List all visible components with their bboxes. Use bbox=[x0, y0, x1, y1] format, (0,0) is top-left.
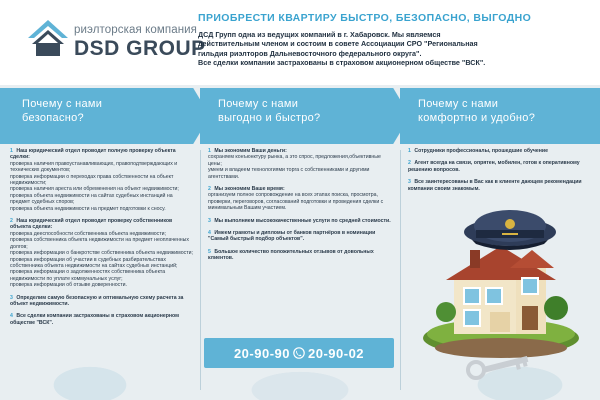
list-item bbox=[208, 230, 394, 243]
list-item bbox=[208, 186, 394, 212]
item-heading: Сотрудники профессионалы, прошедшие обучение bbox=[414, 148, 548, 154]
item-number: 2 bbox=[408, 160, 411, 167]
column-profit bbox=[208, 148, 394, 268]
column-divider bbox=[400, 150, 401, 390]
item-number: 2 bbox=[10, 218, 13, 225]
list-item bbox=[208, 148, 394, 180]
house-illustration-icon bbox=[406, 188, 596, 384]
item-sub: проверка информации о банкротстве собственника объекта недвижимости; bbox=[10, 250, 193, 257]
list-item bbox=[10, 218, 194, 288]
item-sub: проверка собственника объекта недвижимости на предмет неоплаченных долгов; bbox=[10, 237, 189, 250]
phone-number-1[interactable]: 20-90-90 bbox=[233, 345, 290, 361]
brand-name: DSD GROUP bbox=[74, 37, 206, 60]
intro-line: гильдия риэлторов Дальневосточного федерального округа". bbox=[198, 48, 422, 58]
list-item bbox=[408, 160, 594, 173]
item-sub: проверка наличия ареста или обременения на объект недвижимости; bbox=[10, 186, 179, 193]
item-number: 1 bbox=[408, 148, 411, 154]
list-item bbox=[208, 249, 394, 262]
item-heading: Все сделки компании застрахованы в страховом акционерном обществе "ВСК". bbox=[10, 313, 179, 326]
item-number: 3 bbox=[208, 217, 211, 224]
item-number: 3 bbox=[10, 294, 13, 301]
item-sub: сохраняем конъюнктуру рынка, а это спрос, предложения,объективные цены; bbox=[208, 154, 381, 167]
item-heading: Мы выполняем высококачественные услуги по средней стоимости. bbox=[214, 217, 391, 224]
column-divider bbox=[200, 150, 201, 390]
headline: ПРИОБРЕСТИ КВАРТИРУ БЫСТРО, БЕЗОПАСНО, ВЫГОДНО bbox=[198, 12, 532, 24]
tab-title-line: комфортно и удобно? bbox=[418, 112, 536, 124]
phone-number-2[interactable]: 20-90-02 bbox=[308, 345, 365, 361]
item-heading: Большое количество положительных отзывов от довольных клиентов. bbox=[208, 248, 374, 262]
phone-bar[interactable] bbox=[204, 338, 394, 368]
item-sub: организуем полное сопровождение на всех этапах поиска, просмотра, проверки, переговоров, согласований подготовки и проведения сделки с минимальным Вашим участием. bbox=[208, 192, 384, 212]
column-safety bbox=[10, 148, 194, 332]
intro-text bbox=[198, 30, 598, 68]
item-sub: умеем и владеем технологиями торга с собственниками и другими агентствами. bbox=[208, 167, 370, 180]
item-sub: проверка наличия правоустанавливающих, правоподтверждающих и технических документов; bbox=[10, 160, 178, 174]
item-number: 1 bbox=[208, 148, 211, 154]
tab-profit-title bbox=[218, 97, 320, 125]
list-item bbox=[408, 148, 594, 154]
intro-line: действительным членом и состоим в совете Ассоциации СРО "Региональная bbox=[198, 39, 478, 49]
tab-safety-title bbox=[22, 97, 102, 125]
intro-line: ДСД Групп одна из ведущих компаний в г. Хабаровск. Мы являемся bbox=[198, 30, 441, 39]
item-number: 5 bbox=[208, 248, 211, 255]
tab-title-line: Почему с нами bbox=[22, 98, 103, 110]
item-heading: Наш юридический отдел проводит проверку собственников объекта сделки: bbox=[10, 218, 173, 231]
item-sub: проверка информации об участии в судебных разбирательствах собственника объекта недвижимости на сайтах судебных инстанций; bbox=[10, 256, 178, 269]
intro-line: Все сделки компании застрахованы в страховом акционерном обществе "ВСК". bbox=[198, 58, 486, 68]
roof-logo-icon bbox=[26, 18, 70, 58]
item-heading: Агент всегда на связи, опрятен, мобилен, готов к оперативному решению вопросов. bbox=[408, 160, 580, 173]
item-number: 3 bbox=[408, 179, 411, 186]
item-number: 2 bbox=[208, 186, 211, 193]
list-item bbox=[10, 313, 194, 326]
list-item bbox=[10, 295, 194, 308]
item-sub: проверка информации о задолженностях собственника объекта недвижимости по уплате коммунальных услуг; bbox=[10, 269, 166, 282]
item-sub: проверка дееспособности собственника объекта недвижимости; bbox=[10, 230, 166, 237]
item-sub: проверка информации о переходах права собственности на объект недвижимости; bbox=[10, 173, 174, 187]
item-sub: проверка объекта недвижимости на сайтах судебных инстанций на предмет судебных споров; bbox=[10, 192, 173, 206]
tab-title-line: Почему с нами bbox=[218, 98, 299, 110]
item-heading: Наш юридический отдел проводит полную проверку объекта сделки: bbox=[10, 148, 176, 161]
tab-title-line: выгодно и быстро? bbox=[218, 112, 321, 124]
item-number: 4 bbox=[208, 230, 211, 237]
item-sub: проверка информации об отзыве доверенности. bbox=[10, 282, 127, 289]
brand-subtitle: риэлторская компания bbox=[74, 24, 198, 36]
item-heading: Все заинтересованы в Вас как в клиенте дающем рекомендации компании своим знакомым. bbox=[408, 179, 582, 192]
item-number: 1 bbox=[10, 148, 13, 154]
tab-title-line: Почему с нами bbox=[418, 98, 499, 110]
header bbox=[0, 0, 600, 85]
item-heading: Определим самую безопасную и оптимальную схему расчета за объект недвижимости. bbox=[10, 294, 184, 307]
item-number: 4 bbox=[10, 313, 13, 320]
item-heading: Мы экономим Ваши деньги: bbox=[214, 148, 287, 154]
item-heading: Имеем грамоты и дипломы от банков партнёров в номинации "Самый быстрый подбор объектов". bbox=[208, 230, 376, 243]
item-heading: Мы экономим Ваше время: bbox=[214, 186, 285, 193]
phone-icon bbox=[293, 347, 305, 359]
tab-title-line: безопасно? bbox=[22, 112, 84, 124]
item-sub: проверка объекта недвижимости на предмет подготовки к сносу. bbox=[10, 205, 166, 212]
list-item bbox=[208, 218, 394, 224]
tab-comfort-title bbox=[418, 97, 535, 125]
list-item bbox=[10, 148, 194, 212]
